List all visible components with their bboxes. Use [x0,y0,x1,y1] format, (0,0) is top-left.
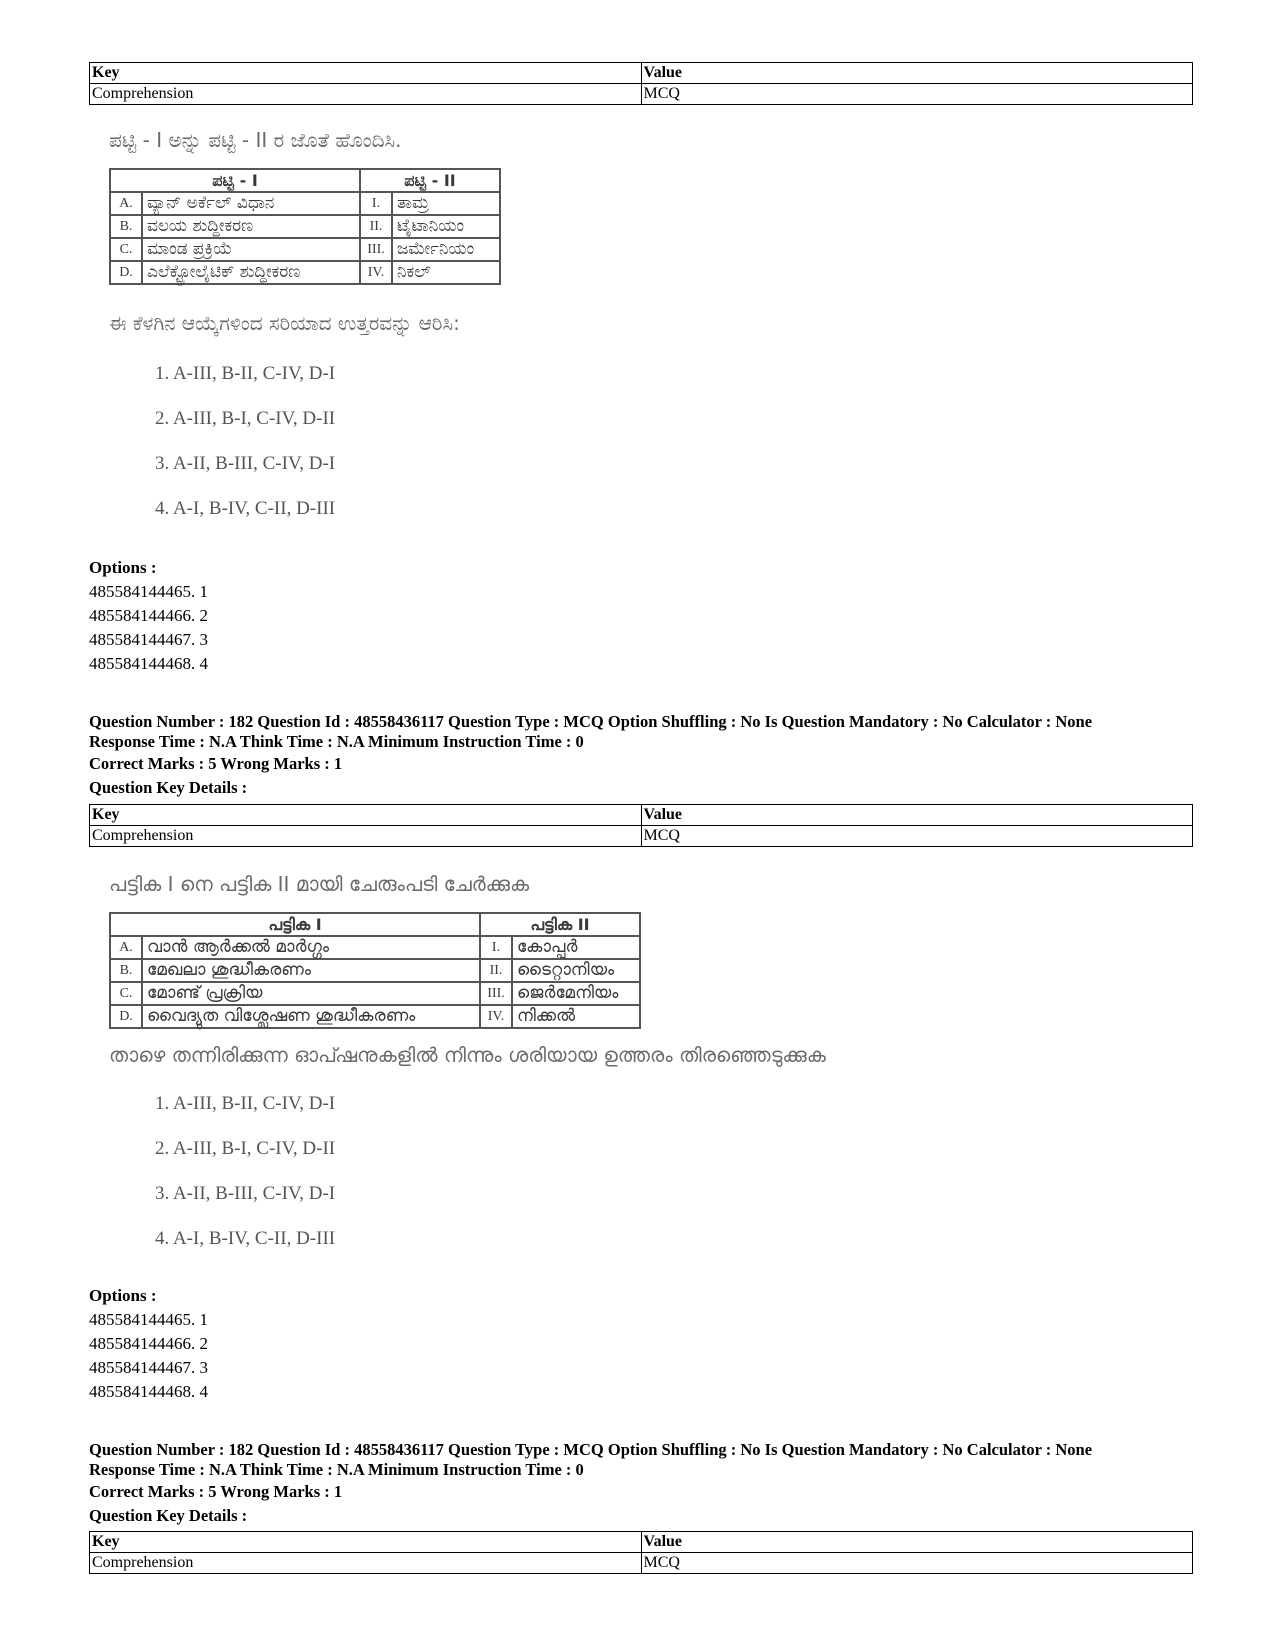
list-2-item: ജെർമേനിയം [512,982,640,1005]
match-row [110,982,640,1005]
question-meta [89,1440,1193,1528]
row-label: III. [360,238,392,261]
list-1-item: വാൻ ആർക്കൽ മാർഗ്ഗം [142,936,480,959]
options-title: Options : [89,558,157,577]
row-label: II. [360,215,392,238]
list-2-item: ടൈറ്റാനിയം [512,959,640,982]
option-item: 485584144466. 2 [89,606,208,625]
value-cell: MCQ [641,1553,1193,1574]
question-text: ಈ ಕೆಳಗಿನ ಆಯ್ಕೆಗಳಿಂದ ಸರಿಯಾದ ಉತ್ತರವನ್ನು ಆರಿಸಿ: [109,311,460,335]
question-timing: Response Time : N.A Think Time : N.A Minimum Instruction Time : 0 [89,732,584,751]
option-item: 485584144468. 4 [89,1382,208,1401]
list-1-item: ಎಲೆಕ್ಟ್ರೋಲೈಟಿಕ್ ಶುದ್ಧೀಕರಣ [142,261,360,284]
question-image [109,128,501,531]
row-label: I. [480,936,512,959]
question-image [109,872,826,1261]
answer-choice: 4. A-I, B-IV, C-II, D-III [155,1228,336,1249]
question-header: Question Number : 182 Question Id : 48558436117 Question Type : MCQ Option Shuffling : No Is Question Mandatory : No Calculator : None [89,712,1093,731]
options-section [89,1284,208,1404]
list-2-item: കോപ്പർ [512,936,640,959]
option-item: 485584144466. 2 [89,1334,208,1353]
row-label: C. [110,982,142,1005]
list-1-header: പട്ടിക I [110,913,480,936]
row-label: III. [480,982,512,1005]
row-label: C. [110,238,142,261]
table-row [90,1553,1193,1574]
key-header: Key [90,1532,642,1553]
question-text: താഴെ തന്നിരിക്കുന്ന ഓപ്ഷനുകളിൽ നിന്നും ശരിയായ ഉത്തരം തിരഞ്ഞെടുക്കുക [109,1043,826,1067]
list-2-header: ಪಟ್ಟಿ - II [360,169,500,192]
row-label: B. [110,959,142,982]
option-item: 485584144465. 1 [89,582,208,601]
list-2-item: ನಿಕಲ್ [392,261,500,284]
option-item: 485584144465. 1 [89,1310,208,1329]
match-row [110,215,500,238]
key-value-table [89,804,1193,847]
list-2-item: ಟೈಟಾನಿಯಂ [392,215,500,238]
question-instruction: ಪಟ್ಟಿ - I ಅನ್ನು ಪಟ್ಟಿ - II ರ ಜೊತೆ ಹೊಂದಿಸಿ. [109,128,402,152]
match-row [110,959,640,982]
match-row [110,936,640,959]
key-header: Key [90,63,642,84]
table-header-row [90,63,1193,84]
question-key-details: Question Key Details : [89,1506,248,1525]
question-meta [89,712,1193,800]
list-1-item: മേഖലാ ശുദ്ധീകരണം [142,959,480,982]
answer-choice: 1. A-III, B-II, C-IV, D-I [155,1093,336,1114]
value-header: Value [641,63,1193,84]
option-item: 485584144467. 3 [89,1358,208,1377]
match-table [109,912,641,1029]
key-cell: Comprehension [90,84,642,105]
question-header: Question Number : 182 Question Id : 48558436117 Question Type : MCQ Option Shuffling : No Is Question Mandatory : No Calculator : None [89,1440,1093,1459]
match-header-row [110,913,640,936]
table-header-row [90,805,1193,826]
match-row [110,238,500,261]
value-header: Value [641,805,1193,826]
question-instruction: പട്ടിക I നെ പട്ടിക II മായി ചേരുംപടി ചേർക്കുക [109,872,530,896]
option-item: 485584144468. 4 [89,654,208,673]
answer-choice: 2. A-III, B-I, C-IV, D-II [155,1138,336,1159]
answer-choice: 4. A-I, B-IV, C-II, D-III [155,498,336,519]
question-timing: Response Time : N.A Think Time : N.A Minimum Instruction Time : 0 [89,1460,584,1479]
table-row [90,84,1193,105]
table-row [90,826,1193,847]
value-cell: MCQ [641,84,1193,105]
key-cell: Comprehension [90,826,642,847]
match-row [110,1005,640,1028]
row-label: I. [360,192,392,215]
key-value-table [89,1531,1193,1574]
answer-choice: 3. A-II, B-III, C-IV, D-I [155,1183,336,1204]
list-1-item: ವ್ಯಾನ್ ಅರ್ಕೆಲ್ ವಿಧಾನ [142,192,360,215]
options-title: Options : [89,1286,157,1305]
match-row [110,261,500,284]
key-header: Key [90,805,642,826]
row-label: IV. [360,261,392,284]
list-2-header: പട്ടിക II [480,913,640,936]
key-value-table [89,62,1193,105]
list-1-header: ಪಟ್ಟಿ - I [110,169,360,192]
list-2-item: ತಾಮ್ರ [392,192,500,215]
table-header-row [90,1532,1193,1553]
match-header-row [110,169,500,192]
match-row [110,192,500,215]
match-table [109,168,501,285]
value-cell: MCQ [641,826,1193,847]
list-1-item: വൈദ്യുത വിശ്ലേഷണ ശുദ്ധീകരണം [142,1005,480,1028]
row-label: A. [110,936,142,959]
row-label: IV. [480,1005,512,1028]
list-2-item: ಜರ್ಮೇನಿಯಂ [392,238,500,261]
marks-line: Correct Marks : 5 Wrong Marks : 1 [89,1482,343,1501]
answer-choice: 1. A-III, B-II, C-IV, D-I [155,363,336,384]
marks-line: Correct Marks : 5 Wrong Marks : 1 [89,754,343,773]
list-1-item: ವಲಯ ಶುದ್ಧೀಕರಣ [142,215,360,238]
list-1-item: ಮಾಂಡ ಪ್ರಕ್ರಿಯೆ [142,238,360,261]
answer-choice: 2. A-III, B-I, C-IV, D-II [155,408,336,429]
question-key-details: Question Key Details : [89,778,248,797]
row-label: A. [110,192,142,215]
answer-choice: 3. A-II, B-III, C-IV, D-I [155,453,336,474]
value-header: Value [641,1532,1193,1553]
list-1-item: മോണ്ട് പ്രക്രിയ [142,982,480,1005]
list-2-item: നിക്കൽ [512,1005,640,1028]
key-cell: Comprehension [90,1553,642,1574]
options-section [89,556,208,676]
option-item: 485584144467. 3 [89,630,208,649]
row-label: D. [110,1005,142,1028]
row-label: B. [110,215,142,238]
row-label: D. [110,261,142,284]
row-label: II. [480,959,512,982]
